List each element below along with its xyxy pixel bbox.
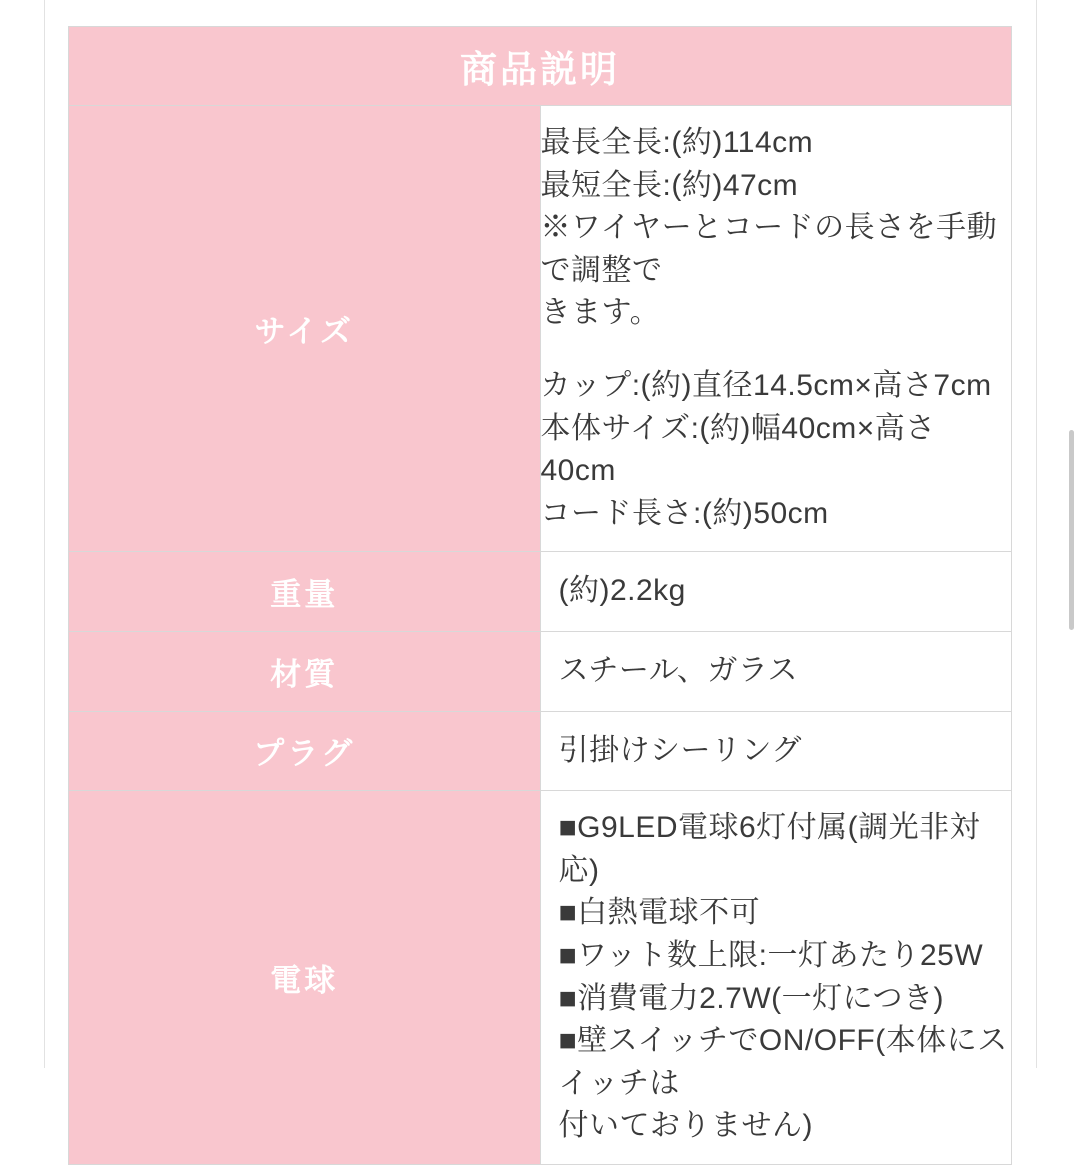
spec-line: 本体サイズ:(約)幅40cm×高さ40cm [540, 411, 936, 488]
spec-line: スチール、ガラス [558, 653, 798, 687]
vertical-scrollbar[interactable] [1071, 0, 1077, 1068]
spec-value-plug [540, 711, 1012, 791]
table-row [69, 631, 1012, 711]
spec-line: 最長全長:(約)114cm [540, 126, 814, 159]
spec-label-material: 材質 [69, 631, 541, 711]
spec-value-material [540, 631, 1012, 711]
table-row [69, 106, 1012, 552]
spec-line: ■壁スイッチでON/OFF(本体にスイッチは [558, 1024, 1008, 1100]
spec-line: 付いておりません) [558, 1109, 813, 1143]
spec-line: カップ:(約)直径14.5cm×高さ7cm [540, 368, 992, 402]
spec-line: ■ワット数上限:一灯あたり25W [558, 938, 984, 972]
page-left-edge-rule [44, 0, 45, 1068]
spec-blank-line [541, 335, 1012, 365]
spec-line: ■G9LED電球6灯付属(調光非対応) [558, 811, 981, 887]
spec-line: きます。 [540, 296, 661, 330]
spec-line: 引掛けシーリング [558, 733, 802, 767]
vertical-scrollbar-thumb[interactable] [1069, 430, 1074, 630]
spec-line: ■白熱電球不可 [558, 896, 761, 930]
spec-line: (約)2.2kg [558, 574, 686, 608]
table-title: 商品説明 [69, 27, 1012, 106]
spec-label-plug: プラグ [69, 711, 541, 791]
table-title-row [69, 27, 1012, 106]
spec-label-bulb: 電球 [69, 791, 541, 1165]
table-row [69, 552, 1012, 632]
spec-label-size: サイズ [69, 106, 541, 552]
spec-value-bulb [540, 791, 1012, 1165]
spec-line: ※ワイヤーとコードの長さを手動で調整で [540, 211, 998, 287]
spec-value-size [540, 106, 1012, 552]
table-row [69, 711, 1012, 791]
table-row [69, 791, 1012, 1165]
spec-label-weight: 重量 [69, 552, 541, 632]
spec-line: 最短全長:(約)47cm [540, 168, 799, 202]
spec-line: コード長さ:(約)50cm [540, 496, 829, 530]
spec-line: ■消費電力2.7W(一灯につき) [558, 981, 945, 1015]
spec-value-weight [540, 552, 1012, 632]
page-right-edge-rule [1036, 0, 1037, 1068]
product-spec-table [68, 26, 1012, 1165]
